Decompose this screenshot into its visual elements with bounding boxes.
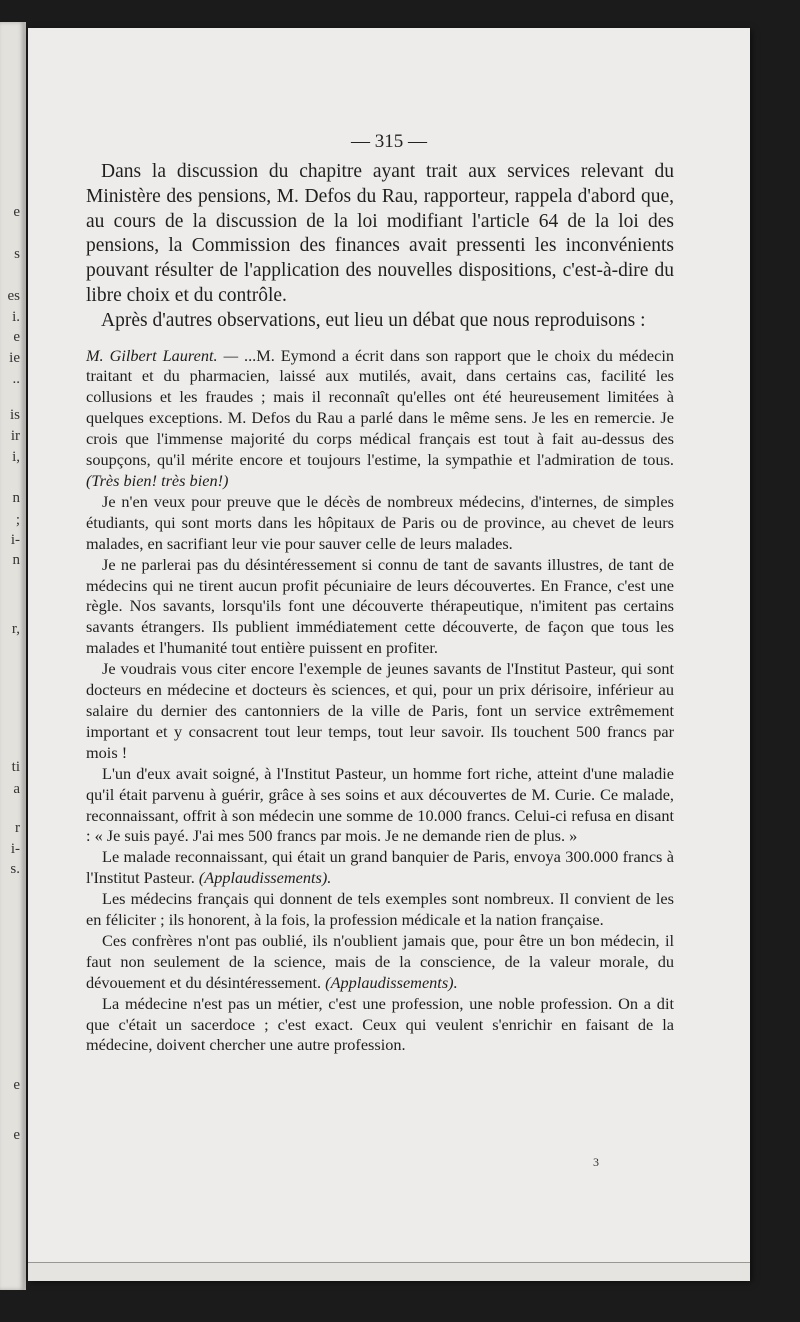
margin-fragment: es [7,288,20,304]
applause-note: (Applaudissements). [325,972,458,992]
margin-fragment: ir [10,428,20,444]
margin-fragment: s. [10,861,20,877]
applause-note: (Très bien! très bien!) [86,471,229,491]
quote-text: ...M. Eymond a écrit dans son rapport que le choix du médecin traitant et du pharmacien, laissé aux mutilés, avait, dans certains cas, facilité les collusions et les fraudes ; mais il reconnaît qu'elles ont été heureusement limitées à quelques exceptions. M. Defos du Rau a parlé dans le même sens. Je les en remercie. Je crois que l'immense majorité du corps médical français est tout à fait au-dessus des soupçons, qu'il mérite encore et toujours l'estime, la sympathie et l'admiration de tous. [86,345,674,470]
margin-fragment: s [14,246,20,262]
document-page [28,28,750,1280]
quote-paragraph: Je ne parlerai pas du désintéressement si connu de tant de savants illustres, de tant de médecins qui ne tirent aucun profit pécuniaire de leurs découvertes. En France, c'est une règle. Nos savants, lorsqu'ils font une découverte thérapeutique, n'imitent pas certains savants étrangers. Ils publient immédiatement cette découverte, de façon que tous les malades et l'humanité tout entière puissent en profiter. [86,554,674,658]
margin-fragment: e [13,1127,20,1143]
margin-fragment: n [12,490,20,506]
quote-paragraph [86,847,674,889]
margin-fragment: n [12,552,20,568]
margin-fragment: is [9,407,20,423]
page-body [86,160,674,1056]
quote-paragraph [86,931,674,994]
margin-fragment: ti [11,759,20,775]
margin-fragment: i. [12,309,20,325]
margin-fragment: i- [10,841,20,857]
paragraph: Dans la discussion du chapitre ayant trait aux services relevant du Ministère des pensions, M. Defos du Rau, rapporteur, rappela d'abord que, au cours de la discussion de la loi modifiant l'article 64 de la loi des pensions, la Commission des finances avait pressenti les inconvénients pouvant résulter de l'application des nouvelles dispositions, c'est-à-dire du libre choix et du contrôle. [86,161,674,306]
quote-paragraph: L'un d'eux avait soigné, à l'Institut Pasteur, un homme fort riche, atteint d'une maladie qu'il était parvenu à guérir, grâce à ses soins et aux découvertes de M. Curie. Ce malade, reconnaissant, offrit à son médecin une somme de 10.000 francs. Celui-ci refusa en disant : « Je suis payé. J'ai mes 500 francs par mois. Je ne demande rien de plus. » [86,763,674,846]
quote-paragraph: Je n'en veux pour preuve que le décès de nombreux médecins, d'internes, de simples étudiants, qui sont morts dans les hôpitaux de Paris ou de province, au chevet de leurs malades, en sacrifiant leur vie pour sauver celle de leurs malades. [86,491,674,553]
paragraph: Après d'autres observations, eut lieu un débat que nous reproduisons : [101,309,646,331]
margin-fragment: ie [9,350,20,366]
signature-mark: 3 [593,1155,599,1169]
quote-text: Ces confrères n'ont pas oublié, ils n'oublient jamais que, pour être un bon médecin, il faut non seulement de la science, mais de la conscience, de la valeur morale, du dévouement et du désintéressement. [86,930,674,992]
margin-fragment: r [15,820,20,836]
quote-paragraph: La médecine n'est pas un métier, c'est une profession, une noble profession. On a dit que c'était un sacerdoce ; c'est exact. Ceux qui veulent s'enrichir en faisant de la médecine, doivent chercher une autre profession. [86,993,674,1055]
page-bottom-edge [28,1262,750,1281]
margin-fragment: r, [11,621,20,637]
quote-paragraph: Je voudrais vous citer encore l'exemple de jeunes savants de l'Institut Pasteur, qui sont docteurs en médecine et docteurs ès sciences, et qui, pour un prix dérisoire, inférieur au salaire du dernier des cantonniers de la ville de Paris, font un service extrêmement important et y consacrent tout leur temps, tout leur savoir. Ils touchent 500 francs par mois ! [86,659,674,762]
speaker-name: M. Gilbert Laurent. — [86,345,239,365]
margin-fragment: .. [12,371,20,387]
margin-fragment: e [13,1077,20,1093]
margin-fragment: e [13,329,20,345]
margin-fragment: e [13,204,20,220]
page-number: — 315 — [351,131,427,152]
margin-fragment: i- [10,532,20,548]
margin-fragment: i, [12,449,20,465]
previous-page-edge [0,22,26,1290]
applause-note: (Applaudissements). [198,868,332,888]
margin-fragment: ; [15,512,20,528]
debate-transcript [86,346,674,1057]
margin-fragment: a [13,781,20,797]
quote-text: Le malade reconnaissant, qui était un grand banquier de Paris, envoya 300.000 francs à l'Institut Pasteur. [86,847,674,888]
quote-paragraph: Les médecins français qui donnent de tels exemples sont nombreux. Il convient de les en féliciter ; ils honorent, à la fois, la profession médicale et la nation française. [86,889,674,930]
quote-paragraph [86,346,674,492]
